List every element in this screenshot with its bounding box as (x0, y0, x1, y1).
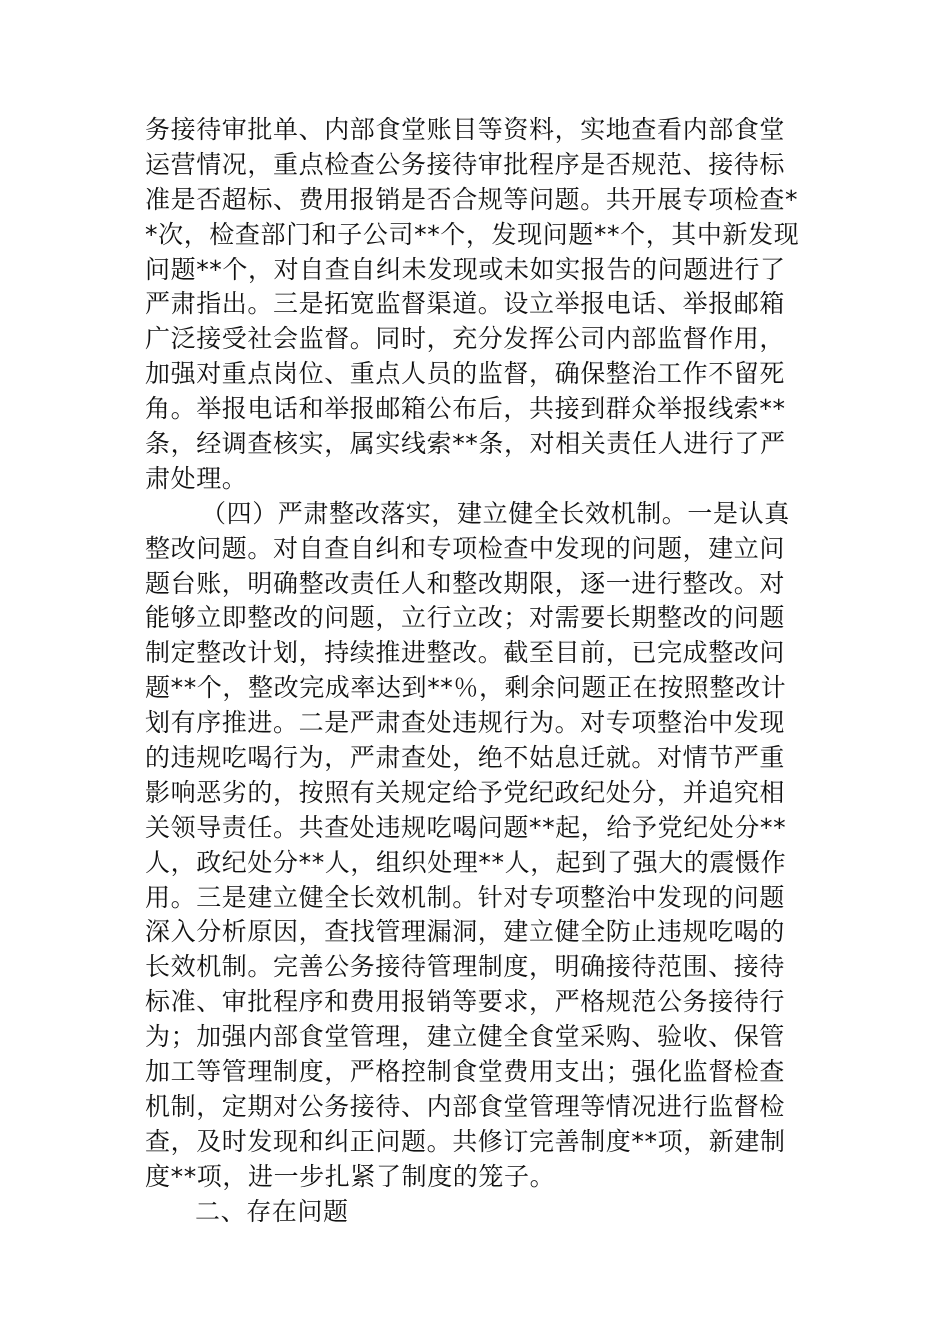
text-line: 查，及时发现和纠正问题。共修订完善制度**项，新建制 (145, 1126, 786, 1156)
text-line: 肃处理。 (145, 463, 248, 493)
text-line: 广泛接受社会监督。同时，充分发挥公司内部监督作用， (145, 324, 786, 354)
text-line: 机制，定期对公务接待、内部食堂管理等情况进行监督检 (145, 1091, 786, 1121)
text-line: 能够立即整改的问题，立行立改；对需要长期整改的问题 (145, 603, 786, 633)
text-line: *次，检查部门和子公司**个，发现问题**个，其中新发现 (145, 219, 800, 249)
text-line: 准是否超标、费用报销是否合规等问题。共开展专项检查* (145, 184, 799, 214)
text-line: 加工等管理制度，严格控制食堂费用支出；强化监督检查 (145, 1057, 786, 1087)
text-line: 严肃指出。三是拓宽监督渠道。设立举报电话、举报邮箱 (145, 289, 786, 319)
text-line: 问题**个，对自查自纠未发现或未如实报告的问题进行了 (145, 254, 786, 284)
text-line: 加强对重点岗位、重点人员的监督，确保整治工作不留死 (145, 359, 786, 389)
text-line: 深入分析原因，查找管理漏洞，建立健全防止违规吃喝的 (145, 917, 786, 947)
text-line: 题台账，明确整改责任人和整改期限，逐一进行整改。对 (145, 568, 786, 598)
text-line: 影响恶劣的，按照有关规定给予党纪政纪处分，并追究相 (145, 777, 786, 807)
text-line: 关领导责任。共查处违规吃喝问题**起，给予党纪处分** (145, 812, 787, 842)
text-line: 角。举报电话和举报邮箱公布后，共接到群众举报线索** (145, 394, 786, 424)
section-four-heading-line: （四）严肃整改落实，建立健全长效机制。一是认真 (201, 498, 790, 528)
text-line: 务接待审批单、内部食堂账目等资料，实地查看内部食堂 (145, 115, 786, 144)
text-line: 标准、审批程序和费用报销等要求，严格规范公务接待行 (145, 987, 786, 1017)
document-body (145, 113, 805, 1230)
text-line: 长效机制。完善公务接待管理制度，明确接待范围、接待 (145, 952, 786, 982)
text-line: 为；加强内部食堂管理，建立健全食堂采购、验收、保管 (145, 1022, 786, 1052)
text-line: 条，经调查核实，属实线索**条，对相关责任人进行了严 (145, 429, 786, 459)
text-line: 制定整改计划，持续推进整改。截至目前，已完成整改问 (145, 638, 786, 668)
text-line: 划有序推进。二是严肃查处违规行为。对专项整治中发现 (145, 708, 786, 738)
text-line: 人，政纪处分**人，组织处理**人，起到了强大的震慑作 (145, 847, 787, 877)
text-line: 用。三是建立健全长效机制。针对专项整治中发现的问题 (145, 882, 786, 912)
text-line: 度**项，进一步扎紧了制度的笼子。 (145, 1161, 556, 1191)
text-line: 的违规吃喝行为，严肃查处，绝不姑息迁就。对情节严重 (145, 743, 786, 773)
text-line: 整改问题。对自查自纠和专项检查中发现的问题，建立问 (145, 533, 786, 563)
text-line: 题**个，整改完成率达到**％，剩余问题正在按照整改计 (145, 673, 787, 703)
text-line: 运营情况，重点检查公务接待审批程序是否规范、接待标 (145, 149, 786, 179)
section-two-heading: 二、存在问题 (195, 1196, 349, 1226)
